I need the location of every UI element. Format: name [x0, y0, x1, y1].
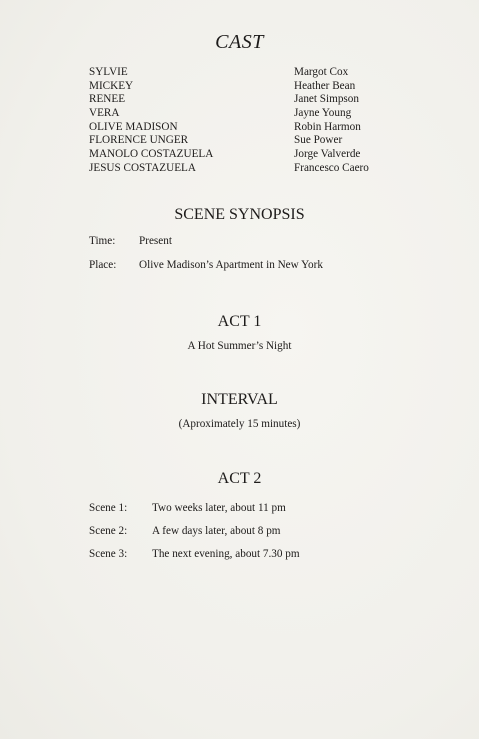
place-label: Place: — [89, 259, 117, 271]
cast-actor: Francesco Caero — [294, 161, 369, 174]
cast-row — [89, 66, 389, 80]
scene-label: Scene 2: — [89, 525, 128, 537]
act1-subtitle: A Hot Summer’s Night — [187, 340, 292, 352]
cast-role: FLORENCE UNGER — [89, 134, 189, 147]
scene-text: The next evening, about 7.30 pm — [152, 548, 300, 560]
cast-actor: Sue Power — [294, 134, 343, 147]
cast-actor: Jayne Young — [294, 107, 352, 120]
cast-row — [89, 121, 389, 135]
cast-actor: Robin Harmon — [294, 120, 361, 133]
interval-subtitle: (Aproximately 15 minutes) — [178, 418, 301, 430]
act1-heading: ACT 1 — [217, 313, 262, 330]
interval-heading: INTERVAL — [201, 391, 278, 408]
cast-actor: Janet Simpson — [294, 93, 359, 106]
cast-row — [89, 80, 389, 94]
cast-role: MICKEY — [89, 79, 134, 92]
scene-label: Scene 3: — [89, 548, 128, 560]
scene-row — [89, 548, 300, 560]
synopsis-place-row — [89, 259, 323, 271]
place-value: Olive Madison’s Apartment in New York — [139, 259, 323, 271]
cast-actor: Margot Cox — [294, 66, 349, 78]
cast-role: OLIVE MADISON — [89, 120, 178, 133]
scene-row — [89, 525, 281, 537]
synopsis-heading: SCENE SYNOPSIS — [174, 206, 305, 223]
cast-actor: Jorge Valverde — [294, 148, 361, 161]
scene-text: Two weeks later, about 11 pm — [152, 502, 286, 514]
act2-heading: ACT 2 — [217, 470, 262, 487]
scene-row — [89, 502, 286, 514]
cast-actor: Heather Bean — [294, 79, 356, 92]
cast-role: SYLVIE — [89, 66, 128, 78]
cast-row — [89, 148, 389, 162]
scene-text: A few days later, about 8 pm — [152, 525, 281, 537]
cast-row — [89, 93, 389, 107]
cast-role: MANOLO COSTAZUELA — [89, 148, 214, 161]
scene-label: Scene 1: — [89, 502, 128, 514]
cast-heading: CAST — [215, 31, 264, 53]
time-value: Present — [139, 235, 172, 247]
time-label: Time: — [89, 235, 116, 247]
cast-row — [89, 107, 389, 121]
cast-row — [89, 162, 389, 176]
cast-row — [89, 134, 389, 148]
cast-role: VERA — [89, 107, 120, 120]
cast-role: JESUS COSTAZUELA — [89, 161, 196, 174]
cast-role: RENEE — [89, 93, 126, 106]
synopsis-time-row — [89, 235, 172, 247]
cast-list — [89, 66, 389, 176]
